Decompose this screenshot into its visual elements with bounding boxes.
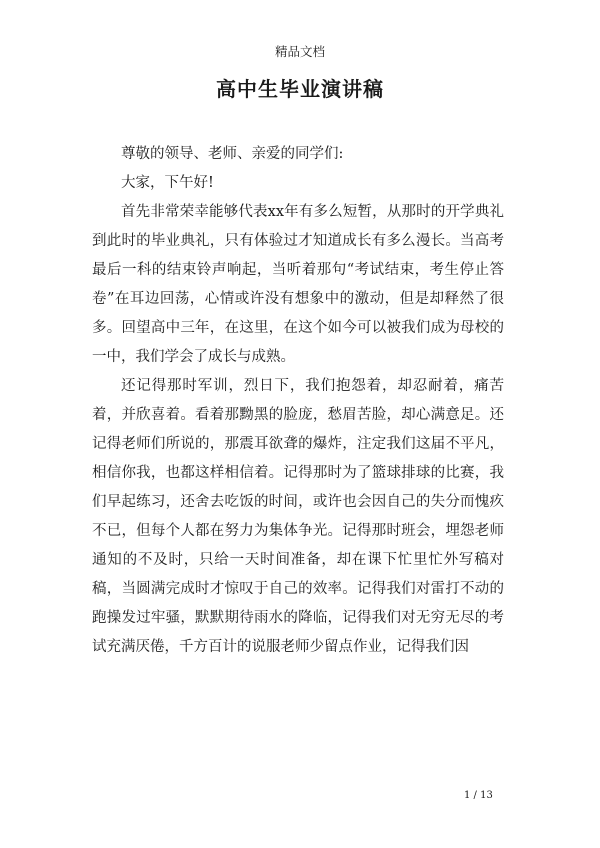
paragraph-2: 还记得那时军训，烈日下，我们抱怨着，却忍耐着，痛苦着，并欣喜着。看着那黝黑的脸庞，愁眉苦脸，却心满意足。还记得老师们所说的，那震耳欲聋的爆炸，注定我们这届不平凡，相信你我，也都这样相信着。记得那时为了篮球排球的比赛，我们早起练习，还舍去吃饭的时间，或许也会因自己的失分而愧疚不已，但每个人都在努力为集体争光。记得那时班会，埋怨老师通知的不及时，只给一天时间准备，却在课下忙里忙外写稿对稿，当圆满完成时才惊叹于自己的效率。记得我们对雷打不动的跑操发过牢骚，默默期待雨水的降临，记得我们对无穷无尽的考试充满厌倦，千方百计的说服老师少留点作业，记得我们因 <box>92 378 504 655</box>
salutation: 尊敬的领导、老师、亲爱的同学们: <box>121 146 344 162</box>
document-body <box>92 140 504 662</box>
header-label: 精品文档 <box>274 44 325 59</box>
greeting: 大家，下午好! <box>121 175 214 191</box>
document-title: 高中生毕业演讲稿 <box>216 77 384 101</box>
page-number: 1 / 13 <box>464 790 493 801</box>
paragraph-1: 首先非常荣幸能够代表xx年有多么短暂，从那时的开学典礼到此时的毕业典礼，只有体验过才知道成长有多么漫长。当高考最后一科的结束铃声响起，当听着那句“考试结束，考生停止答卷”在耳边回荡，心情或许没有想象中的激动，但是却释然了很多。回望高中三年，在这里，在这个如今可以被我们成为母校的一中，我们学会了成长与成熟。 <box>92 204 504 365</box>
